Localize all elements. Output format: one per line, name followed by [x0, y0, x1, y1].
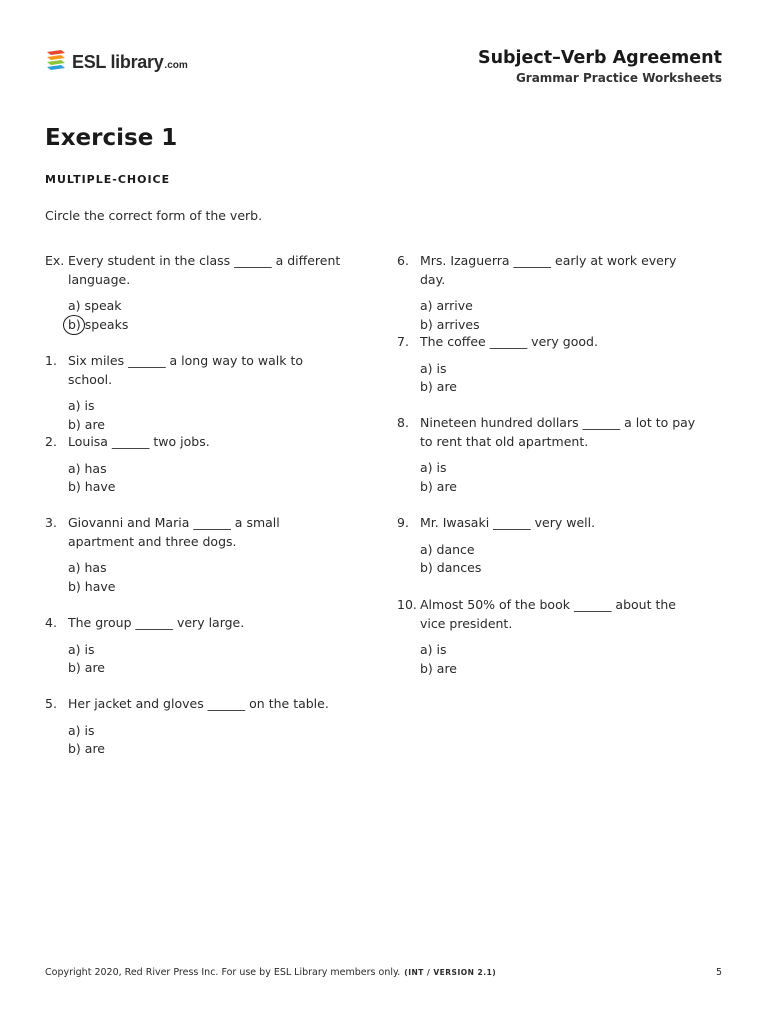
answer-option-a[interactable]: a) is [420, 460, 447, 475]
answer-option-b[interactable]: b) are [420, 478, 457, 494]
answer-option-b[interactable]: b) arrives [420, 316, 480, 332]
answer-option-b[interactable]: b) are [68, 416, 105, 432]
question-stem: Giovanni and Maria ______ a small apartment and three dogs. [68, 515, 280, 549]
question-8 [397, 414, 697, 496]
answer-option-b-circled[interactable]: b) speaks [68, 316, 345, 335]
question-stem: The group ______ very large. [68, 615, 245, 630]
question-stem: Every student in the class ______ a different language. [68, 253, 341, 287]
answer-option-a[interactable]: a) dance [420, 541, 475, 557]
answer-option-a[interactable]: a) is [68, 641, 95, 657]
instructions: Circle the correct form of the verb. [45, 208, 263, 223]
answer-option-a[interactable]: a) has [68, 460, 107, 476]
question-stem: Almost 50% of the book ______ about the vice president. [420, 597, 676, 631]
question-stem: The coffee ______ very good. [420, 334, 598, 349]
question-number: 4. [45, 615, 57, 630]
answer-option-b[interactable]: b) are [68, 741, 105, 756]
answer-option-b[interactable]: b) are [420, 379, 457, 394]
question-10 [397, 596, 697, 678]
answer-option-b[interactable]: b) dances [420, 560, 482, 575]
answer-options [68, 641, 345, 678]
question-7 [397, 333, 697, 397]
question-number: Ex. [45, 253, 65, 268]
question-5 [45, 695, 345, 759]
answer-options [68, 559, 345, 596]
version-label: (INT / VERSION 2.1) [404, 968, 497, 977]
question-9 [397, 514, 697, 578]
question-stem: Six miles ______ a long way to walk to school. [68, 353, 304, 387]
answer-option-a[interactable]: a) speak [68, 298, 122, 313]
question-6 [397, 252, 697, 334]
answer-option-a[interactable]: a) is [420, 642, 447, 657]
question-number: 5. [45, 696, 57, 711]
section-label: MULTIPLE-CHOICE [45, 173, 171, 186]
question-number: 2. [45, 434, 57, 449]
worksheet-title: Subject–Verb Agreement [477, 48, 722, 68]
answer-option-a[interactable]: a) has [68, 560, 107, 575]
footer-copyright [45, 967, 496, 978]
answer-option-b[interactable]: b) have [68, 479, 116, 494]
question-number: 3. [45, 515, 57, 530]
answer-options [420, 641, 697, 678]
question-1 [45, 352, 345, 434]
answer-options [68, 297, 345, 334]
worksheet-subtitle: Grammar Practice Worksheets [515, 71, 722, 85]
question-number: 7. [397, 334, 409, 349]
question-stem: Her jacket and gloves ______ on the table. [68, 696, 329, 711]
logo-main-text: ESL library [72, 52, 164, 72]
answer-option-a[interactable]: a) arrive [420, 298, 473, 313]
answer-option-a[interactable]: a) is [68, 398, 95, 413]
answer-option-a[interactable]: a) is [68, 722, 95, 738]
question-stem: Mr. Iwasaki ______ very well. [420, 515, 596, 530]
question-4 [45, 614, 345, 678]
answer-options [68, 460, 345, 497]
question-3 [45, 514, 345, 596]
book-stack-icon [45, 48, 67, 72]
page-number: 5 [715, 967, 722, 978]
question-2 [45, 433, 345, 497]
question-number: 9. [397, 515, 409, 530]
question-number: 10. [397, 597, 417, 612]
answer-options [420, 297, 697, 334]
answer-options [420, 541, 697, 578]
exercise-title: Exercise 1 [45, 125, 178, 151]
copyright-text: Copyright 2020, Red River Press Inc. For use by ESL Library members only. [45, 967, 401, 978]
question-number: 8. [397, 415, 409, 430]
logo-com-text: .com [164, 60, 188, 71]
question-example [45, 252, 345, 334]
question-stem: Mrs. Izaguerra ______ early at work every day. [420, 253, 677, 287]
answer-options [68, 397, 345, 434]
question-number: 6. [397, 253, 409, 268]
answer-option-a[interactable]: a) is [420, 360, 447, 376]
answer-option-b[interactable]: b) have [68, 578, 116, 594]
answer-options [420, 360, 697, 397]
esl-library-logo [45, 44, 188, 72]
question-number: 1. [45, 353, 57, 368]
question-stem: Nineteen hundred dollars ______ a lot to pay to rent that old apartment. [420, 415, 696, 449]
logo-wordmark [72, 53, 188, 72]
answer-option-b[interactable]: b) are [420, 660, 457, 676]
answer-options [68, 722, 345, 759]
question-stem: Louisa ______ two jobs. [68, 434, 210, 449]
answer-option-b[interactable]: b) are [68, 660, 105, 675]
answer-options [420, 459, 697, 496]
